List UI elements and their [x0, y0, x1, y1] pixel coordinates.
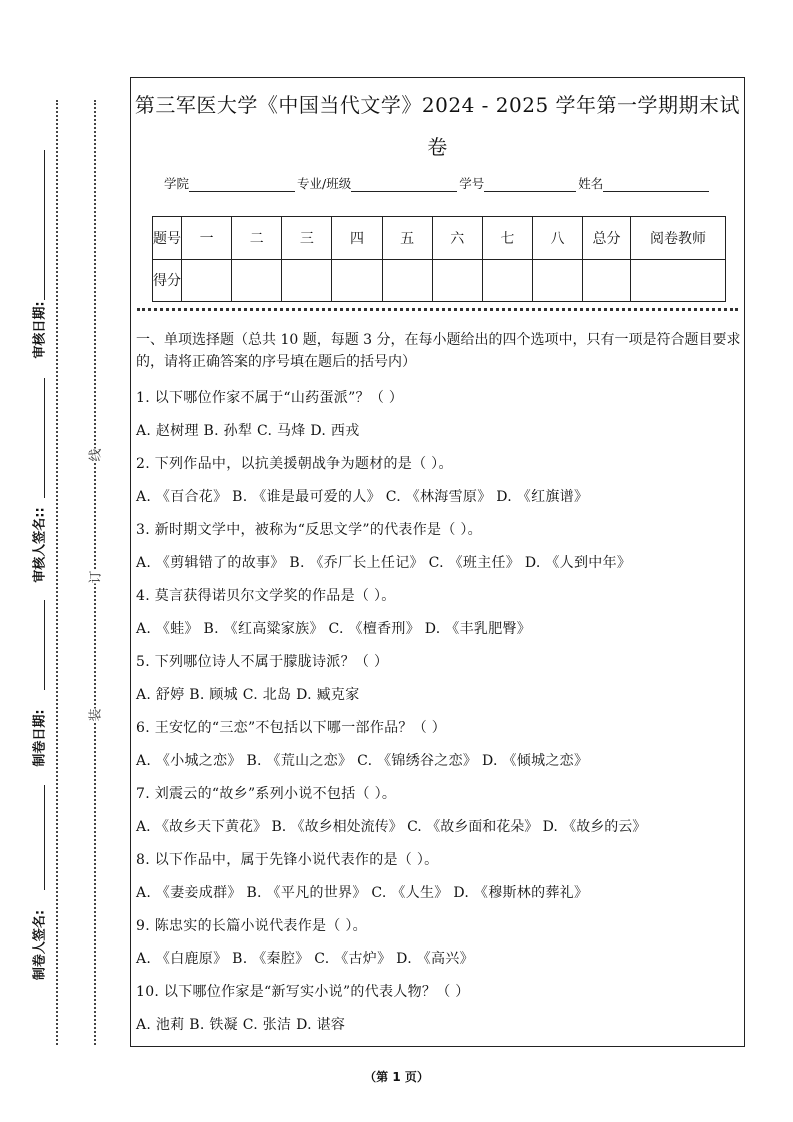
creation-date-label: 制卷日期: — [32, 709, 48, 767]
binding-margin — [0, 0, 128, 1122]
question-text: 7. 刘震云的“故乡”系列小说不包括（ ）。 — [136, 786, 397, 802]
binding-char-line: 线 — [83, 448, 106, 461]
score-header-cell: 八 — [532, 217, 582, 260]
score-cell[interactable] — [382, 259, 432, 302]
info-label-name: 姓名 — [578, 176, 604, 191]
score-cell[interactable] — [432, 259, 482, 302]
score-header-cell: 五 — [382, 217, 432, 260]
score-cell[interactable] — [583, 259, 631, 302]
exam-frame — [130, 77, 745, 1047]
creator-signature-label: 制卷人签名: — [32, 909, 48, 981]
question-text: 10. 以下哪位作家是“新写实小说”的代表人物？（ ） — [136, 984, 470, 1000]
binding-char-bind: 装 — [83, 708, 106, 721]
question-text: 5. 下列哪位诗人不属于朦胧诗派？（ ） — [136, 654, 389, 670]
question-text: 9. 陈忠实的长篇小说代表作是（ ）。 — [136, 918, 367, 934]
info-label-college: 学院 — [164, 176, 190, 191]
score-cell[interactable] — [532, 259, 582, 302]
question-text: 8. 以下作品中，属于先锋小说代表作的是（ ）。 — [136, 852, 439, 868]
question-options: A. 舒婷 B. 顾城 C. 北岛 D. 臧克家 — [136, 687, 360, 703]
score-table-header-row — [153, 217, 726, 260]
score-cell[interactable] — [482, 259, 532, 302]
score-header-cell: 一 — [182, 217, 232, 260]
score-cell[interactable] — [282, 259, 332, 302]
student-info-row — [164, 174, 724, 192]
question-options: A. 池莉 B. 铁凝 C. 张洁 D. 谌容 — [136, 1017, 346, 1033]
question-options: A. 赵树理 B. 孙犁 C. 马烽 D. 西戎 — [136, 423, 360, 439]
question-options: A. 《妻妾成群》 B. 《平凡的世界》 C. 《人生》 D. 《穆斯林的葬礼》 — [136, 885, 589, 901]
question-options: A. 《白鹿原》 B. 《秦腔》 C. 《古炉》 D. 《高兴》 — [136, 951, 474, 967]
score-row-label: 得分 — [153, 259, 182, 302]
score-header-cell: 题号 — [153, 217, 182, 260]
reviewer-signature-label: 审核人签名:: — [32, 507, 48, 583]
name-field[interactable] — [603, 177, 709, 192]
dotted-separator — [137, 308, 738, 311]
question-options: A. 《剪辑错了的故事》 B. 《乔厂长上任记》 C. 《班主任》 D. 《人到中年》 — [136, 555, 632, 571]
signature-line — [44, 150, 46, 300]
score-header-cell: 三 — [282, 217, 332, 260]
score-header-cell: 七 — [482, 217, 532, 260]
question-text: 4. 莫言获得诺贝尔文学奖的作品是（ ）。 — [136, 588, 396, 604]
score-cell[interactable] — [631, 259, 726, 302]
student-id-field[interactable] — [484, 177, 576, 192]
score-cell[interactable] — [232, 259, 282, 302]
signature-line — [44, 785, 46, 890]
question-text: 6. 王安忆的“三恋”不包括以下哪一部作品？（ ） — [136, 720, 447, 736]
question-options: A. 《蛙》 B. 《红高粱家族》 C. 《檀香刑》 D. 《丰乳肥臀》 — [136, 621, 532, 637]
major-class-field[interactable] — [351, 177, 457, 192]
signature-line — [44, 600, 46, 690]
score-header-cell: 四 — [332, 217, 382, 260]
question-options: A. 《百合花》 B. 《谁是最可爱的人》 C. 《林海雪原》 D. 《红旗谱》 — [136, 489, 589, 505]
info-label-student-id: 学号 — [459, 176, 485, 191]
score-header-cell: 总分 — [583, 217, 631, 260]
review-date-label: 审核日期: — [32, 301, 48, 359]
question-text: 3. 新时期文学中，被称为“反思文学”的代表作是（ ）。 — [136, 522, 482, 538]
info-label-major-class: 专业/班级 — [297, 176, 352, 191]
section-instructions: 一、单项选择题（总共 10 题，每题 3 分，在每小题给出的四个选项中，只有一项是符合题目要求的，请将正确答案的序号填在题后的括号内） — [136, 332, 741, 370]
question-text: 2. 下列作品中，以抗美援朝战争为题材的是（ ）。 — [136, 456, 453, 472]
score-header-cell: 六 — [432, 217, 482, 260]
score-table-score-row — [153, 259, 726, 302]
exam-title: 第三军医大学《中国当代文学》2024 - 2025 学年第一学期期末试卷 — [134, 93, 741, 159]
college-field[interactable] — [189, 177, 295, 192]
question-list — [136, 329, 741, 1042]
score-header-cell: 阅卷教师 — [631, 217, 726, 260]
score-header-cell: 二 — [232, 217, 282, 260]
score-table — [152, 216, 726, 302]
score-cell[interactable] — [182, 259, 232, 302]
score-cell[interactable] — [332, 259, 382, 302]
question-options: A. 《故乡天下黄花》 B. 《故乡相处流传》 C. 《故乡面和花朵》 D. 《故乡的云》 — [136, 819, 647, 835]
binding-char-order: 订 — [83, 570, 106, 583]
question-text: 1. 以下哪位作家不属于“山药蛋派”？（ ） — [136, 390, 404, 406]
signature-line — [44, 378, 46, 498]
binding-dotted-line — [56, 100, 58, 1045]
page-number: （第 1 页） — [364, 1070, 429, 1084]
question-options: A. 《小城之恋》 B. 《荒山之恋》 C. 《锦绣谷之恋》 D. 《倾城之恋》 — [136, 753, 589, 769]
